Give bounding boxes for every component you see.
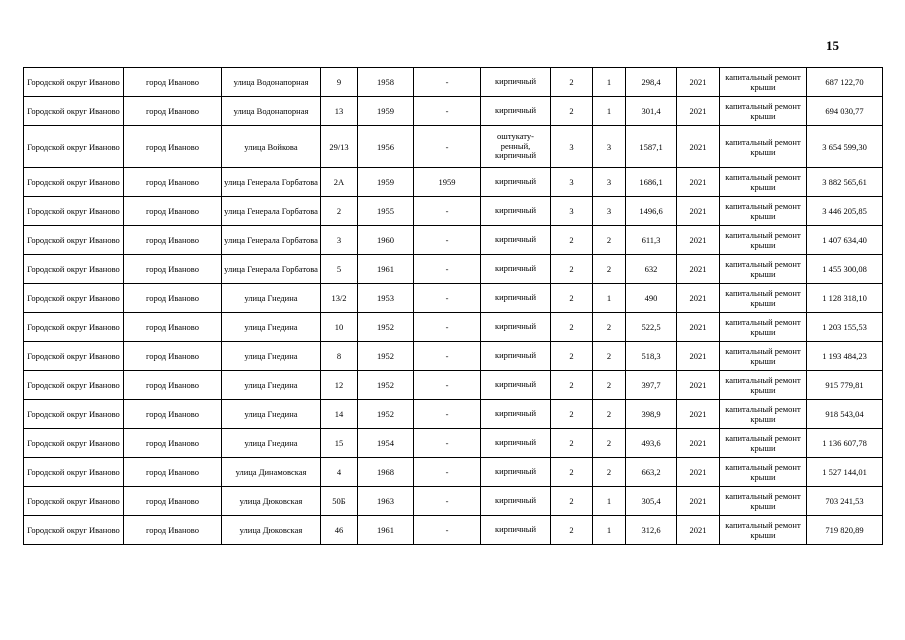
cell-house-number: 50Б [321,487,358,516]
cell-floors: 2 [551,371,593,400]
cell-house-number: 3 [321,226,358,255]
cell-floors: 3 [551,126,593,168]
cell-street: улица Гнедина [222,400,321,429]
cell-work-type: капитальный ремонт крыши [720,126,807,168]
cell-year-built: 1968 [358,458,414,487]
cell-year-planned: 2021 [677,255,720,284]
cell-floors: 3 [551,168,593,197]
cell-wall-material: кирпичный [481,226,551,255]
table-row [24,516,883,545]
cell-house-number: 46 [321,516,358,545]
cell-year-reconstruction: - [414,487,481,516]
cell-street: улица Гнедина [222,313,321,342]
cell-year-built: 1956 [358,126,414,168]
cell-locality: город Иваново [124,126,222,168]
cell-year-reconstruction: - [414,226,481,255]
cell-street: улица Динамовская [222,458,321,487]
cell-work-type: капитальный ремонт крыши [720,284,807,313]
cell-year-reconstruction: - [414,516,481,545]
cell-municipality: Городской округ Иваново [24,429,124,458]
cell-year-planned: 2021 [677,226,720,255]
cell-year-built: 1961 [358,255,414,284]
cell-area: 493,6 [626,429,677,458]
table-row [24,168,883,197]
cell-floors: 3 [551,197,593,226]
table-row [24,284,883,313]
page-number: 15 [826,38,839,53]
table-row [24,429,883,458]
cell-street: улица Генерала Горбатова [222,197,321,226]
cell-cost: 915 779,81 [807,371,883,400]
table-row [24,400,883,429]
cell-municipality: Городской округ Иваново [24,197,124,226]
cell-street: улица Гнедина [222,284,321,313]
cell-house-number: 2 [321,197,358,226]
cell-area: 1496,6 [626,197,677,226]
cell-wall-material: кирпичный [481,487,551,516]
cell-locality: город Иваново [124,284,222,313]
cell-work-type: капитальный ремонт крыши [720,97,807,126]
cell-wall-material: кирпичный [481,255,551,284]
cell-locality: город Иваново [124,400,222,429]
cell-area: 611,3 [626,226,677,255]
table-body [24,68,883,545]
cell-house-number: 14 [321,400,358,429]
table-row [24,313,883,342]
cell-house-number: 10 [321,313,358,342]
cell-cost: 1 407 634,40 [807,226,883,255]
cell-floors: 2 [551,68,593,97]
cell-year-built: 1952 [358,371,414,400]
cell-work-type: капитальный ремонт крыши [720,400,807,429]
cell-year-built: 1959 [358,168,414,197]
cell-locality: город Иваново [124,226,222,255]
cell-year-planned: 2021 [677,126,720,168]
cell-floors: 2 [551,226,593,255]
cell-entrances: 1 [593,516,626,545]
cell-street: улица Генерала Горбатова [222,255,321,284]
table-row [24,371,883,400]
cell-floors: 2 [551,313,593,342]
cell-entrances: 2 [593,255,626,284]
cell-municipality: Городской округ Иваново [24,400,124,429]
cell-work-type: капитальный ремонт крыши [720,487,807,516]
cell-municipality: Городской округ Иваново [24,255,124,284]
cell-municipality: Городской округ Иваново [24,126,124,168]
cell-entrances: 3 [593,168,626,197]
cell-work-type: капитальный ремонт крыши [720,168,807,197]
cell-entrances: 2 [593,342,626,371]
cell-street: улица Войкова [222,126,321,168]
cell-year-built: 1954 [358,429,414,458]
cell-year-reconstruction: - [414,97,481,126]
cell-locality: город Иваново [124,516,222,545]
cell-floors: 2 [551,284,593,313]
table-row [24,126,883,168]
cell-area: 632 [626,255,677,284]
cell-work-type: капитальный ремонт крыши [720,226,807,255]
cell-wall-material: кирпичный [481,429,551,458]
cell-year-reconstruction: - [414,284,481,313]
cell-house-number: 2А [321,168,358,197]
cell-work-type: капитальный ремонт крыши [720,255,807,284]
cell-work-type: капитальный ремонт крыши [720,429,807,458]
cell-cost: 918 543,04 [807,400,883,429]
cell-area: 397,7 [626,371,677,400]
cell-year-built: 1955 [358,197,414,226]
cell-area: 490 [626,284,677,313]
cell-entrances: 2 [593,371,626,400]
cell-cost: 703 241,53 [807,487,883,516]
cell-municipality: Городской округ Иваново [24,458,124,487]
table-row [24,226,883,255]
cell-year-reconstruction: - [414,371,481,400]
cell-municipality: Городской округ Иваново [24,342,124,371]
cell-municipality: Городской округ Иваново [24,516,124,545]
cell-wall-material: кирпичный [481,97,551,126]
cell-floors: 2 [551,458,593,487]
cell-municipality: Городской округ Иваново [24,284,124,313]
cell-cost: 1 128 318,10 [807,284,883,313]
table-row [24,255,883,284]
cell-floors: 2 [551,342,593,371]
cell-wall-material: кирпичный [481,371,551,400]
cell-year-reconstruction: - [414,400,481,429]
housing-repair-table [23,67,883,545]
cell-house-number: 4 [321,458,358,487]
cell-year-planned: 2021 [677,516,720,545]
cell-house-number: 13/2 [321,284,358,313]
cell-year-planned: 2021 [677,487,720,516]
cell-entrances: 3 [593,197,626,226]
cell-wall-material: кирпичный [481,458,551,487]
cell-entrances: 2 [593,226,626,255]
cell-cost: 694 030,77 [807,97,883,126]
cell-locality: город Иваново [124,313,222,342]
cell-year-reconstruction: 1959 [414,168,481,197]
cell-locality: город Иваново [124,168,222,197]
cell-wall-material: кирпичный [481,168,551,197]
cell-house-number: 15 [321,429,358,458]
cell-wall-material: кирпичный [481,342,551,371]
cell-year-planned: 2021 [677,313,720,342]
cell-year-planned: 2021 [677,97,720,126]
cell-area: 1686,1 [626,168,677,197]
cell-year-planned: 2021 [677,284,720,313]
cell-entrances: 2 [593,400,626,429]
cell-house-number: 5 [321,255,358,284]
cell-area: 301,4 [626,97,677,126]
cell-year-reconstruction: - [414,458,481,487]
table-row [24,342,883,371]
cell-entrances: 1 [593,68,626,97]
cell-area: 663,2 [626,458,677,487]
cell-house-number: 12 [321,371,358,400]
cell-entrances: 3 [593,126,626,168]
cell-work-type: капитальный ремонт крыши [720,313,807,342]
cell-cost: 3 654 599,30 [807,126,883,168]
cell-work-type: капитальный ремонт крыши [720,371,807,400]
cell-work-type: капитальный ремонт крыши [720,458,807,487]
cell-street: улица Гнедина [222,342,321,371]
cell-wall-material: кирпичный [481,313,551,342]
cell-year-built: 1952 [358,313,414,342]
cell-wall-material: кирпичный [481,284,551,313]
cell-cost: 3 882 565,61 [807,168,883,197]
cell-cost: 1 193 484,23 [807,342,883,371]
cell-entrances: 1 [593,284,626,313]
cell-floors: 2 [551,255,593,284]
cell-work-type: капитальный ремонт крыши [720,516,807,545]
cell-locality: город Иваново [124,371,222,400]
cell-entrances: 1 [593,487,626,516]
cell-year-reconstruction: - [414,126,481,168]
cell-street: улица Дюковская [222,487,321,516]
table-row [24,68,883,97]
cell-locality: город Иваново [124,97,222,126]
cell-municipality: Городской округ Иваново [24,313,124,342]
cell-year-built: 1963 [358,487,414,516]
cell-cost: 1 136 607,78 [807,429,883,458]
cell-locality: город Иваново [124,342,222,371]
cell-entrances: 2 [593,429,626,458]
cell-entrances: 2 [593,458,626,487]
cell-year-reconstruction: - [414,68,481,97]
cell-wall-material: кирпичный [481,197,551,226]
cell-floors: 2 [551,97,593,126]
cell-municipality: Городской округ Иваново [24,487,124,516]
cell-locality: город Иваново [124,487,222,516]
cell-year-planned: 2021 [677,68,720,97]
cell-locality: город Иваново [124,255,222,284]
cell-municipality: Городской округ Иваново [24,68,124,97]
cell-year-reconstruction: - [414,255,481,284]
cell-year-built: 1961 [358,516,414,545]
cell-cost: 719 820,89 [807,516,883,545]
cell-year-reconstruction: - [414,429,481,458]
cell-municipality: Городской округ Иваново [24,168,124,197]
cell-entrances: 1 [593,97,626,126]
cell-area: 522,5 [626,313,677,342]
cell-year-built: 1958 [358,68,414,97]
cell-wall-material: кирпичный [481,516,551,545]
cell-cost: 3 446 205,85 [807,197,883,226]
cell-street: улица Гнедина [222,371,321,400]
cell-area: 305,4 [626,487,677,516]
cell-year-built: 1959 [358,97,414,126]
table-row [24,458,883,487]
cell-year-planned: 2021 [677,197,720,226]
cell-wall-material: кирпичный [481,400,551,429]
cell-year-reconstruction: - [414,197,481,226]
cell-area: 1587,1 [626,126,677,168]
cell-year-built: 1953 [358,284,414,313]
cell-year-planned: 2021 [677,371,720,400]
cell-street: улица Генерала Горбатова [222,168,321,197]
cell-municipality: Городской округ Иваново [24,226,124,255]
cell-year-built: 1952 [358,342,414,371]
cell-year-planned: 2021 [677,342,720,371]
cell-year-planned: 2021 [677,400,720,429]
cell-year-reconstruction: - [414,313,481,342]
cell-street: улица Генерала Горбатова [222,226,321,255]
cell-municipality: Городской округ Иваново [24,97,124,126]
table-row [24,97,883,126]
cell-year-built: 1960 [358,226,414,255]
cell-locality: город Иваново [124,458,222,487]
cell-house-number: 29/13 [321,126,358,168]
cell-year-reconstruction: - [414,342,481,371]
cell-area: 312,6 [626,516,677,545]
cell-municipality: Городской округ Иваново [24,371,124,400]
cell-wall-material: оштукату-ренный, кирпичный [481,126,551,168]
cell-house-number: 13 [321,97,358,126]
cell-entrances: 2 [593,313,626,342]
cell-locality: город Иваново [124,68,222,97]
cell-house-number: 9 [321,68,358,97]
cell-locality: город Иваново [124,197,222,226]
table-row [24,487,883,516]
cell-area: 298,4 [626,68,677,97]
cell-floors: 2 [551,487,593,516]
cell-floors: 2 [551,429,593,458]
cell-floors: 2 [551,516,593,545]
cell-work-type: капитальный ремонт крыши [720,197,807,226]
cell-street: улица Водонапорная [222,97,321,126]
cell-year-planned: 2021 [677,168,720,197]
cell-locality: город Иваново [124,429,222,458]
table-row [24,197,883,226]
cell-work-type: капитальный ремонт крыши [720,68,807,97]
cell-area: 518,3 [626,342,677,371]
cell-area: 398,9 [626,400,677,429]
cell-year-planned: 2021 [677,458,720,487]
cell-cost: 1 527 144,01 [807,458,883,487]
cell-street: улица Гнедина [222,429,321,458]
cell-street: улица Водонапорная [222,68,321,97]
cell-year-built: 1952 [358,400,414,429]
cell-year-planned: 2021 [677,429,720,458]
cell-work-type: капитальный ремонт крыши [720,342,807,371]
cell-floors: 2 [551,400,593,429]
cell-cost: 1 455 300,08 [807,255,883,284]
cell-street: улица Дюковская [222,516,321,545]
cell-wall-material: кирпичный [481,68,551,97]
cell-cost: 687 122,70 [807,68,883,97]
cell-cost: 1 203 155,53 [807,313,883,342]
cell-house-number: 8 [321,342,358,371]
